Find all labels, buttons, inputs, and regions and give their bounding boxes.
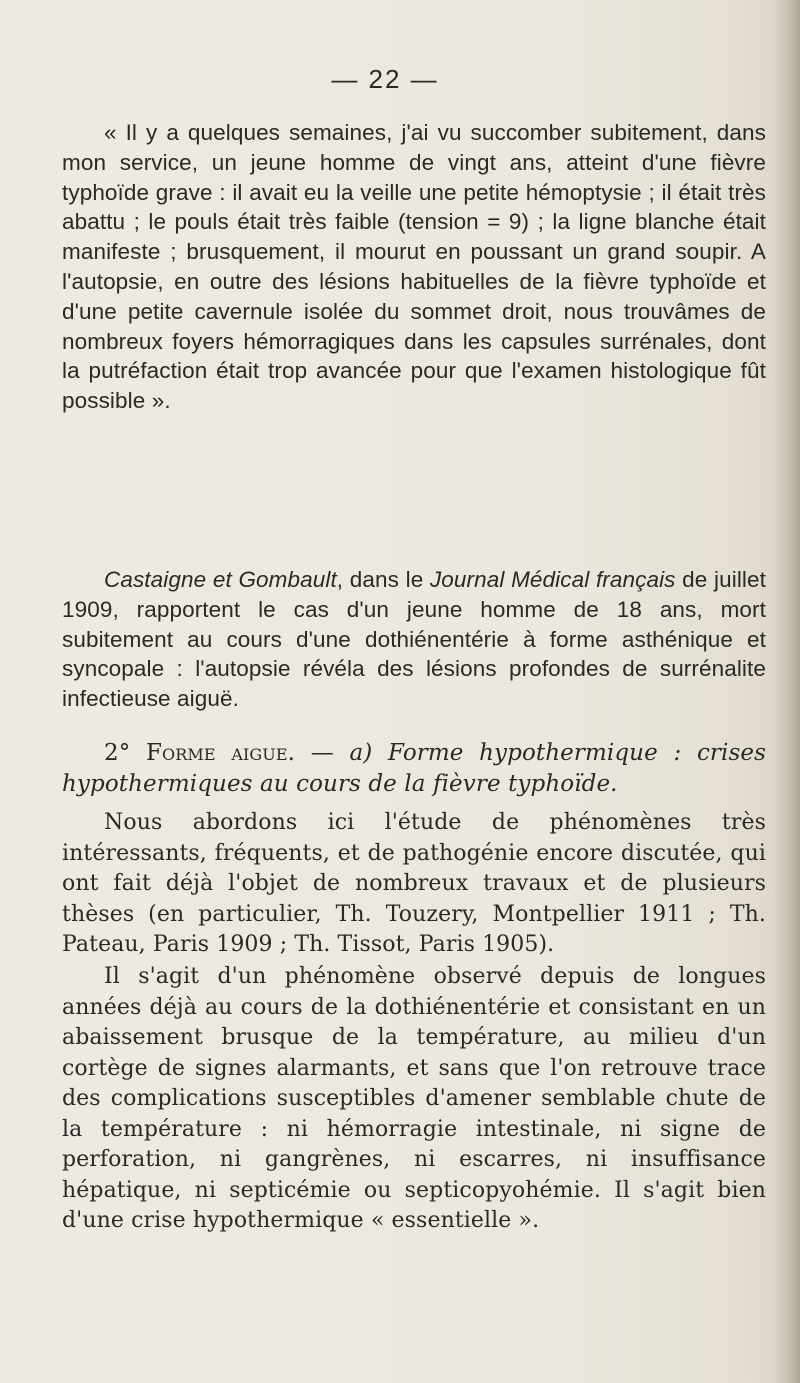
authors-name: Castaigne et Gombault [104, 567, 337, 592]
section-label: Forme aigue. [146, 740, 296, 766]
section-number: 2° [104, 740, 131, 766]
paragraph-intro [62, 808, 766, 961]
paragraph-quote [62, 118, 766, 416]
paragraph-intro-text: Nous abordons ici l'étude de phénomènes très intéressants, fréquents, et de pathogénie encore discutée, qui ont fait déjà l'objet de nombreux travaux et de plusieurs thèses (en particulier, Th. Touzery, Montpellier 1911 ; Th. Pateau, Paris 1909 ; Th. Tissot, Paris 1905). [62, 810, 766, 957]
paragraph-description-text: Il s'agit d'un phénomène observé depuis de longues années déjà au cours de la dothiénentérie et consistant en un abaissement brusque de la température, au milieu d'un cortège de signes alarmants, et sans que l'on retrouve trace des complications susceptibles d'amener semblable chute de la température : ni hémorragie intestinale, ni signe de perforation, ni gangrènes, ni escarres, ni insuffisance hépatique, ni septicémie ou septicopyohémie. Il s'agit bien d'une crise hypothermique « essentielle ». [62, 964, 766, 1233]
section-heading [62, 738, 766, 800]
page-number: — 22 — [331, 64, 439, 94]
page-edge-shadow [772, 0, 800, 1383]
paragraph-quote-text: « Il y a quelques semaines, j'ai vu succomber subitement, dans mon service, un jeune homme de vingt ans, atteint d'une fièvre typhoïde grave : il avait eu la veille une petite hémoptysie ; il était très abattu ; le pouls était très faible (tension = 9) ; la ligne blanche était manifeste ; brusquement, il mourut en poussant un grand soupir. A l'autopsie, en outre des lésions habituelles de la fièvre typhoïde et d'une petite cavernule isolée du sommet droit, nous trouvâmes de nombreux foyers hémorragiques dans les capsules surrénales, dont la putréfaction était trop avancée pour que l'examen histologique fût possible ». [62, 120, 766, 414]
journal-title: Journal Médical français [429, 567, 676, 592]
paragraph-description [62, 962, 766, 1237]
subsection-letter: a) [349, 740, 389, 766]
paragraph-connector: , dans le [336, 567, 430, 592]
section-dash: — [295, 740, 350, 766]
subsection-title: Forme hypothermique : crises hypothermiques au cours de la fièvre typhoïde. [62, 740, 766, 797]
paragraph-castaigne-rest: de juillet 1909, rapportent le cas d'un jeune homme de 18 ans, mort subitement au cours d'une dothiénentérie à forme asthénique et syncopale : l'autopsie révéla des lésions profondes de surrénalite infectieuse aiguë. [62, 567, 766, 712]
paragraph-castaigne [62, 565, 766, 714]
